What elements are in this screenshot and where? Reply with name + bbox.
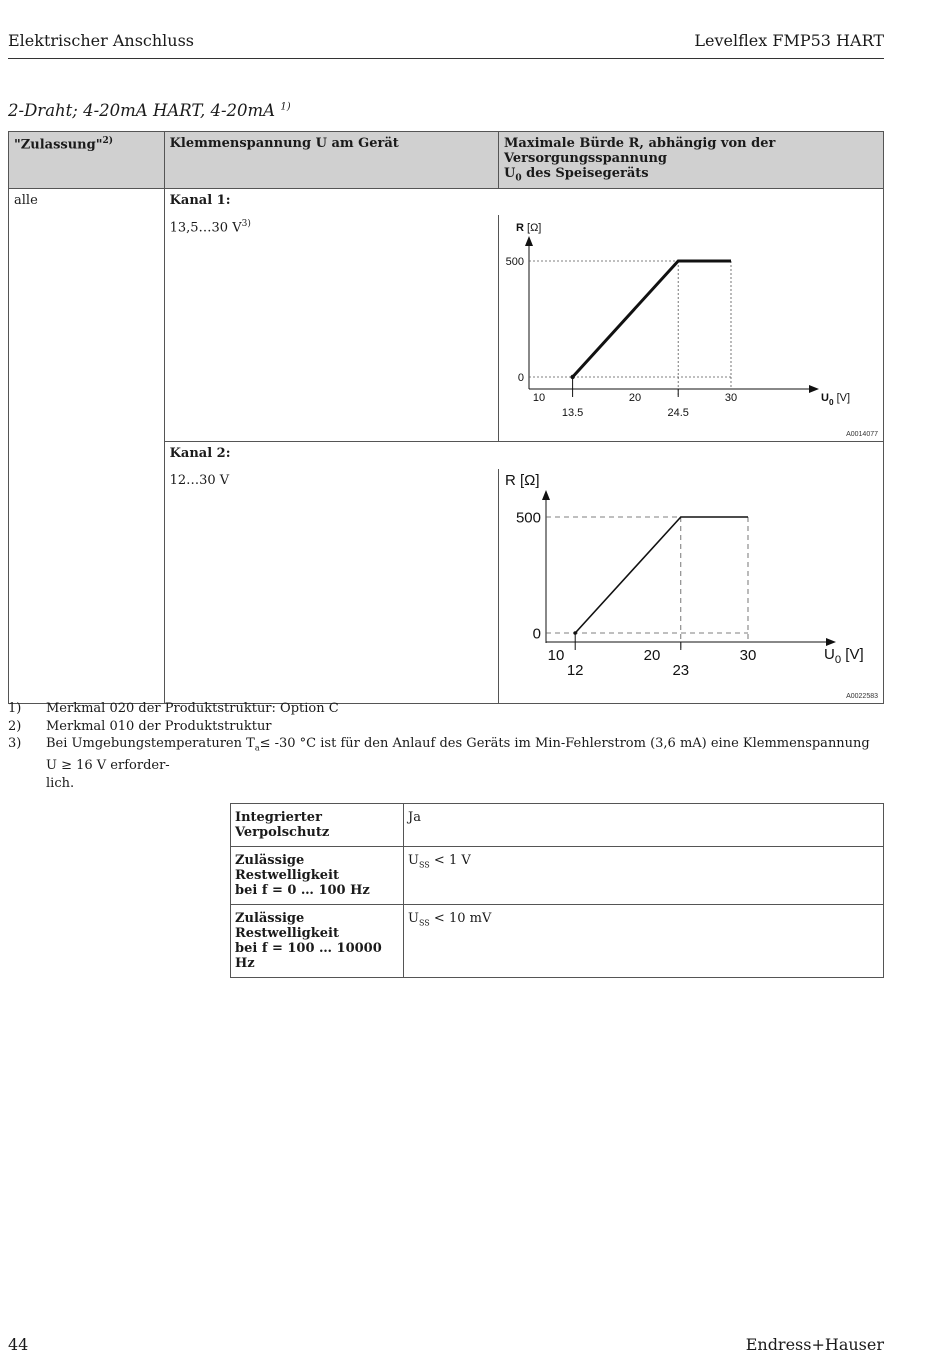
y-tick-label-500: 500 (515, 508, 541, 526)
series-start-point (570, 375, 574, 379)
x-tick-label-20: 20 (628, 392, 642, 405)
y-axis-arrow (542, 490, 550, 500)
x-axis-arrow (826, 638, 836, 646)
header-divider (8, 58, 884, 59)
spec-value-restwelligkeit-2: $U_{SS} < 10$ mV (404, 905, 884, 978)
table-row (231, 905, 884, 978)
series-line (573, 261, 731, 377)
x-tick-label-20: 20 (643, 646, 661, 664)
table-row (231, 804, 884, 847)
footnote-3: 3) Bei Umgebungstemperaturen $T_a\le -30$ °C ist für den Anlauf des Geräts im Min-Fehlerstrom (3,6 mA) eine Klemmenspannung U ≥ 16 V erforder- lich. (8, 736, 870, 791)
cell-kanal1-chart (499, 215, 884, 442)
section-title (8, 101, 291, 120)
y-tick-label-0: 0 (517, 371, 524, 384)
series-line (575, 517, 748, 633)
x-tick-label-30: 30 (724, 392, 738, 405)
y-axis-label: R [Ω] (516, 222, 542, 235)
header-klemmenspannung: Klemmenspannung U am Gerät (164, 132, 498, 189)
load-chart-kanal1 (499, 215, 883, 437)
running-header-section: Elektrischer Anschluss (8, 31, 195, 50)
cell-kanal1-voltage: 13,5…30 $V^{3)}$ (164, 215, 498, 442)
header-maximale-buerde: Maximale Bürde R, abhängig von der Versorgungsspannung $U_0$ des Speisegeräts (499, 132, 884, 189)
figure-id-kanal1: A0014077 (846, 431, 878, 439)
table-row (231, 847, 884, 905)
table-row-kanal1-label (9, 188, 884, 215)
cell-zulassung: alle (9, 188, 165, 703)
running-header-product: Levelflex FMP53 HART (694, 31, 884, 50)
footnote-1: 1) Merkmal 020 der Produktstruktur: Option C (8, 701, 339, 716)
x-tick-label-10: 10 (532, 392, 546, 405)
load-chart-kanal2 (499, 469, 883, 699)
header-zulassung: "Zulassung"$^{2)}$ (9, 132, 165, 189)
x-axis-arrow (809, 385, 819, 393)
cell-kanal2-voltage: 12…30 V (164, 469, 498, 704)
spec-label-restwelligkeit-1: Zulässige Restwelligkeit bei f = 0 … 100 Hz (231, 847, 404, 905)
y-axis-arrow (525, 236, 533, 246)
spec-label-verpolschutz: Integrierter Verpolschutz (231, 804, 404, 847)
section-title-text: 2-Draht; 4-20mA HART, 4-20mA (8, 101, 276, 120)
x-mark-label-2: 23 (672, 661, 690, 679)
cell-kanal1-label: Kanal 1: (164, 188, 883, 215)
x-tick-label-10: 10 (547, 646, 565, 664)
spec-label-restwelligkeit-2: Zulässige Restwelligkeit bei f = 100 … 10000 Hz (231, 905, 404, 978)
spec-table (230, 803, 884, 978)
y-tick-label-0: 0 (532, 624, 541, 642)
spec-value-verpolschutz: Ja (404, 804, 884, 847)
x-mark-label-2: 24.5 (667, 407, 689, 420)
cell-kanal2-label: Kanal 2: (164, 442, 883, 469)
x-mark-label-1: 13.5 (561, 407, 584, 420)
brand-name: Endress+Hauser (745, 1335, 884, 1354)
supply-voltage-table (8, 131, 884, 704)
x-mark-label-1: 12 (566, 661, 584, 679)
x-axis-label: $U_0$ [V] (824, 645, 864, 666)
cell-kanal2-chart (499, 469, 884, 704)
x-tick-label-30: 30 (739, 646, 757, 664)
footnotes (8, 700, 884, 792)
spec-value-restwelligkeit-1: $U_{SS} < 1$ V (404, 847, 884, 905)
series-start-point (573, 631, 577, 635)
y-tick-label-500: 500 (505, 255, 524, 268)
y-axis-label: R [Ω] (505, 471, 540, 489)
table-header-row (9, 132, 884, 189)
footnote-2: 2) Merkmal 010 der Produktstruktur (8, 718, 272, 734)
x-axis-label: $U_0$ [V] (821, 392, 851, 408)
section-title-ref: 1) (280, 101, 291, 113)
page-number: 44 (8, 1335, 29, 1354)
figure-id-kanal2: A0022583 (846, 692, 878, 700)
